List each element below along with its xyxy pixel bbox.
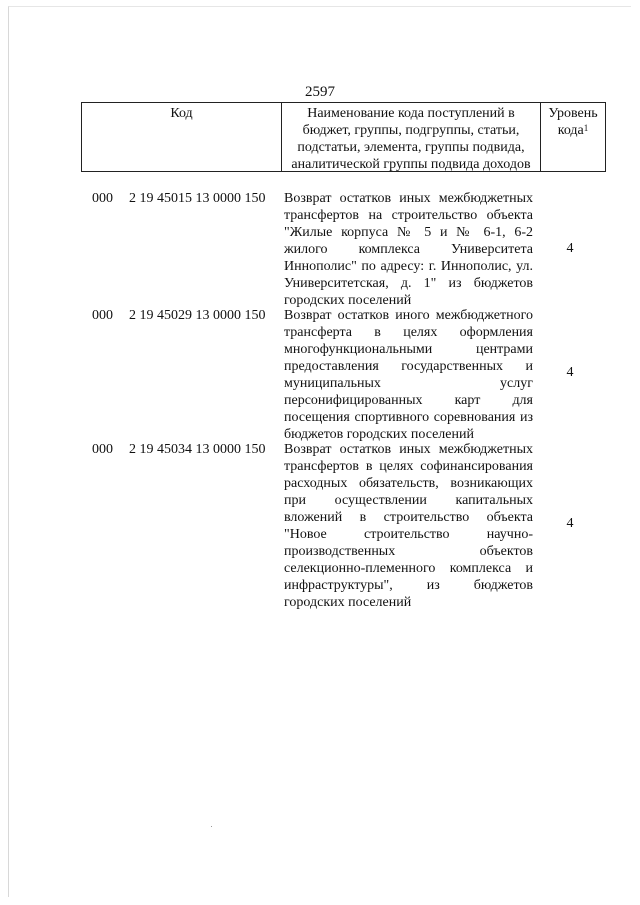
table-header: [81, 102, 606, 172]
scan-speck: [211, 826, 212, 827]
row-income-name: Возврат остатков иных межбюджетных трансфертов на строительство объекта "Жилые корпуса № 5 и № 6-1, 6-2 жилого комплекса Университета Иннополис" по адресу: г. Иннополис, ул. Университетская, д. 1" из бюджетов городских поселений: [284, 191, 533, 308]
row-income-name: Возврат остатков иных межбюджетных трансфертов в целях софинансирования расходных обязательств, возникающих при осуществлении капитальных вложений в строительство объекта "Новое строительство научно-производственных объектов селекционно-племенного комплекса и инфраструктуры", из бюджетов городских поселений: [284, 442, 533, 610]
row-income-name: Возврат остатков иного межбюджетного трансферта в целях оформления многофункциональными центрами предоставления государственных и муниципальных услуг персонифицированных карт для посещения спортивного соревнования из бюджетов городских поселений: [284, 308, 533, 442]
row-income-code: 2 19 45015 13 0000 150: [129, 191, 266, 206]
row-level: 4: [566, 516, 574, 531]
row-level: 4: [566, 365, 574, 380]
header-level: [541, 103, 605, 171]
row-level: 4: [566, 241, 574, 256]
page-number: 2597: [305, 84, 335, 100]
row-income-code: 2 19 45034 13 0000 150: [129, 442, 266, 457]
row-income-code: 2 19 45029 13 0000 150: [129, 308, 266, 323]
header-code: Код: [82, 103, 282, 171]
header-name: Наименование кода поступлений в бюджет, группы, подгруппы, статьи, подстатьи, элемента, группы подвида, аналитической группы подвида доходов: [282, 103, 541, 171]
header-level-label: Уровень кода: [548, 106, 598, 138]
row-admin-code: 000: [92, 442, 113, 457]
row-admin-code: 000: [92, 308, 113, 323]
header-level-footnote: 1: [583, 123, 589, 133]
row-admin-code: 000: [92, 191, 113, 206]
